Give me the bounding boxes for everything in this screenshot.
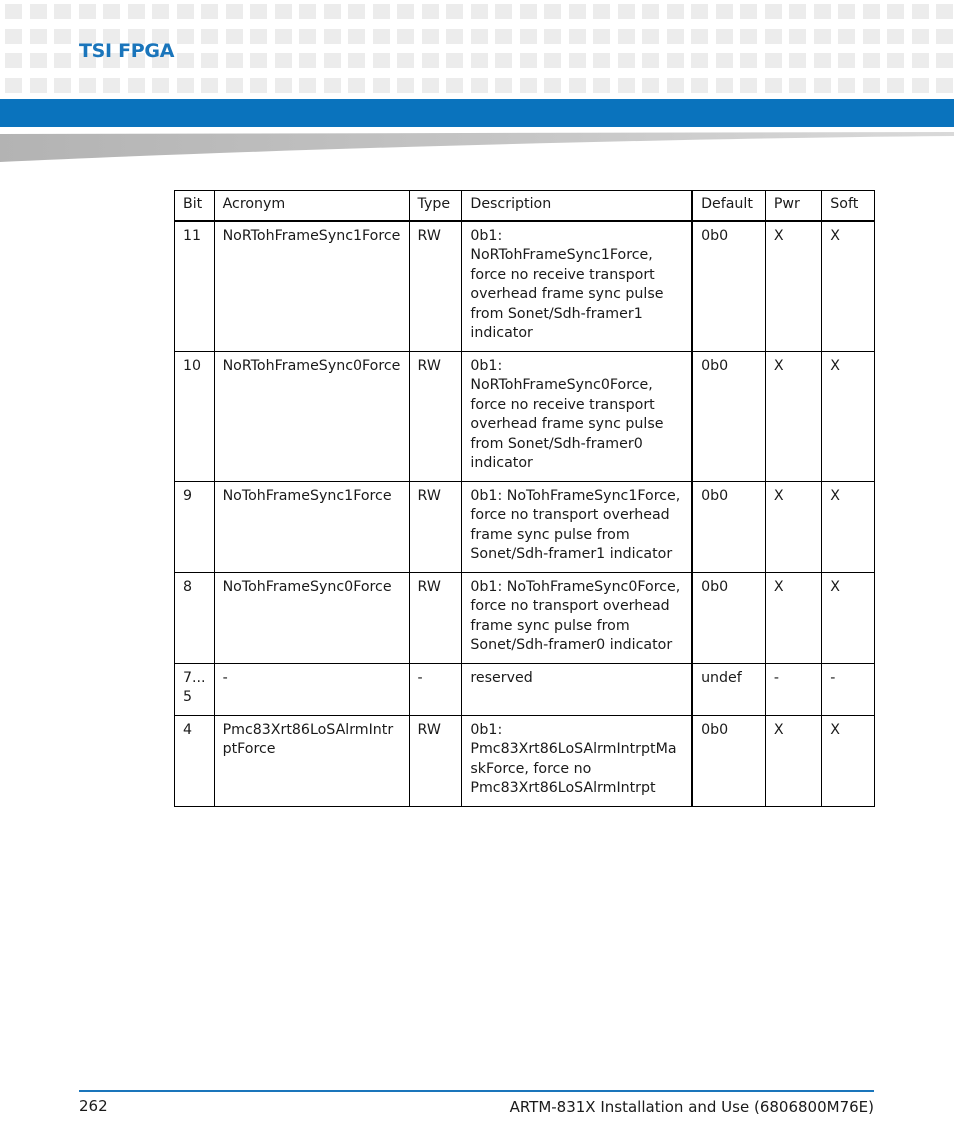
grid-square [912, 29, 929, 44]
grid-square [226, 53, 243, 68]
grid-square [814, 78, 831, 93]
table-header-row [175, 191, 875, 221]
grid-square [593, 78, 610, 93]
grid-square [397, 4, 414, 19]
grid-square [373, 29, 390, 44]
grid-square [667, 4, 684, 19]
cell-pwr: X [765, 572, 821, 663]
grid-square [544, 4, 561, 19]
table-row [175, 351, 875, 481]
table-row [175, 715, 875, 806]
cell-default: undef [692, 663, 765, 715]
grid-square [912, 53, 929, 68]
cell-bit: 8 [175, 572, 215, 663]
header-gray-swoosh [0, 132, 954, 164]
grid-square [397, 53, 414, 68]
grid-square [520, 53, 537, 68]
grid-square [299, 4, 316, 19]
grid-square [324, 29, 341, 44]
grid-square [5, 78, 22, 93]
grid-square [250, 53, 267, 68]
grid-square [716, 78, 733, 93]
grid-square [128, 4, 145, 19]
col-header-pwr: Pwr [765, 191, 821, 221]
col-header-soft: Soft [822, 191, 875, 221]
grid-square [177, 78, 194, 93]
col-header-description: Description [462, 191, 692, 221]
cell-default: 0b0 [692, 351, 765, 481]
grid-square [887, 29, 904, 44]
grid-square [373, 4, 390, 19]
grid-square [324, 53, 341, 68]
col-header-type: Type [409, 191, 462, 221]
grid-square [936, 29, 953, 44]
grid-square [495, 78, 512, 93]
grid-square [348, 29, 365, 44]
cell-soft: - [822, 663, 875, 715]
grid-square [422, 78, 439, 93]
grid-square [177, 4, 194, 19]
grid-square [593, 29, 610, 44]
grid-square [789, 29, 806, 44]
grid-square [348, 4, 365, 19]
grid-square [471, 53, 488, 68]
grid-square [814, 29, 831, 44]
grid-square [324, 4, 341, 19]
grid-square [765, 29, 782, 44]
grid-square [397, 29, 414, 44]
grid-square [471, 4, 488, 19]
cell-bit: 11 [175, 221, 215, 352]
grid-square [863, 78, 880, 93]
grid-square [593, 53, 610, 68]
cell-type: RW [409, 221, 462, 352]
grid-square [471, 78, 488, 93]
grid-square [716, 29, 733, 44]
grid-square [691, 53, 708, 68]
cell-pwr: - [765, 663, 821, 715]
table-row [175, 221, 875, 352]
grid-square [544, 78, 561, 93]
grid-square [863, 53, 880, 68]
grid-square [446, 53, 463, 68]
grid-square [495, 4, 512, 19]
grid-square [520, 4, 537, 19]
grid-square [789, 78, 806, 93]
grid-square [5, 29, 22, 44]
grid-square [226, 29, 243, 44]
grid-square [887, 4, 904, 19]
page-number: 262 [79, 1097, 108, 1115]
grid-square [544, 53, 561, 68]
cell-bit: 9 [175, 481, 215, 572]
grid-square [936, 4, 953, 19]
grid-square [495, 29, 512, 44]
grid-square [54, 78, 71, 93]
grid-square [275, 29, 292, 44]
grid-square [618, 4, 635, 19]
grid-square [691, 78, 708, 93]
grid-square [201, 29, 218, 44]
grid-square [5, 53, 22, 68]
cell-default: 0b0 [692, 221, 765, 352]
grid-square [789, 4, 806, 19]
cell-default: 0b0 [692, 572, 765, 663]
grid-square [814, 4, 831, 19]
grid-square [569, 4, 586, 19]
grid-square [520, 78, 537, 93]
grid-square [740, 53, 757, 68]
grid-square [520, 29, 537, 44]
cell-default: 0b0 [692, 715, 765, 806]
grid-square [79, 78, 96, 93]
grid-square [299, 53, 316, 68]
grid-square [716, 4, 733, 19]
grid-square [30, 78, 47, 93]
grid-square [642, 53, 659, 68]
cell-pwr: X [765, 715, 821, 806]
cell-soft: X [822, 351, 875, 481]
grid-square [691, 4, 708, 19]
col-header-acronym: Acronym [214, 191, 409, 221]
grid-square [593, 4, 610, 19]
grid-square [348, 53, 365, 68]
grid-square [422, 29, 439, 44]
grid-square [373, 53, 390, 68]
grid-square [152, 78, 169, 93]
grid-square [887, 78, 904, 93]
cell-soft: X [822, 221, 875, 352]
grid-square [642, 29, 659, 44]
document-title: ARTM-831X Installation and Use (6806800M76E) [509, 1098, 874, 1116]
grid-square [667, 29, 684, 44]
table-row [175, 572, 875, 663]
grid-square [5, 4, 22, 19]
cell-type: RW [409, 481, 462, 572]
grid-square [765, 53, 782, 68]
grid-square [863, 4, 880, 19]
grid-square [667, 78, 684, 93]
cell-description: 0b1: NoRTohFrameSync1Force, force no receive transport overhead frame sync pulse from Sonet/Sdh-framer1 indicator [462, 221, 692, 352]
grid-square [54, 4, 71, 19]
grid-square [103, 4, 120, 19]
grid-square [30, 4, 47, 19]
grid-square [716, 53, 733, 68]
grid-square [177, 29, 194, 44]
grid-square [275, 53, 292, 68]
grid-square [79, 4, 96, 19]
grid-square [789, 53, 806, 68]
cell-type: RW [409, 572, 462, 663]
grid-square [30, 29, 47, 44]
col-header-bit: Bit [175, 191, 215, 221]
grid-square [152, 4, 169, 19]
cell-pwr: X [765, 351, 821, 481]
grid-square [54, 29, 71, 44]
cell-pwr: X [765, 221, 821, 352]
page-section-title: TSI FPGA [79, 40, 175, 62]
grid-square [740, 78, 757, 93]
cell-acronym: NoTohFrameSync1Force [214, 481, 409, 572]
grid-square [177, 53, 194, 68]
cell-acronym: NoTohFrameSync0Force [214, 572, 409, 663]
grid-square [54, 53, 71, 68]
grid-square [471, 29, 488, 44]
cell-description: 0b1: NoTohFrameSync0Force, force no transport overhead frame sync pulse from Sonet/Sdh-framer0 indicator [462, 572, 692, 663]
cell-acronym: - [214, 663, 409, 715]
grid-square [201, 53, 218, 68]
register-table [174, 190, 875, 807]
grid-square [201, 4, 218, 19]
cell-acronym: NoRTohFrameSync1Force [214, 221, 409, 352]
grid-square [446, 4, 463, 19]
grid-square [128, 78, 145, 93]
grid-square [936, 53, 953, 68]
grid-square [495, 53, 512, 68]
cell-type: - [409, 663, 462, 715]
grid-square [226, 4, 243, 19]
grid-square [275, 4, 292, 19]
grid-square [740, 29, 757, 44]
grid-square [422, 4, 439, 19]
table-row [175, 481, 875, 572]
grid-square [618, 78, 635, 93]
grid-square [422, 53, 439, 68]
grid-square [765, 78, 782, 93]
grid-square [912, 4, 929, 19]
col-header-default: Default [692, 191, 765, 221]
grid-square [275, 78, 292, 93]
cell-acronym: Pmc83Xrt86LoSAlrmIntrptForce [214, 715, 409, 806]
grid-square [250, 78, 267, 93]
cell-default: 0b0 [692, 481, 765, 572]
cell-soft: X [822, 715, 875, 806]
grid-square [201, 78, 218, 93]
grid-square [887, 53, 904, 68]
grid-square [324, 78, 341, 93]
grid-square [642, 4, 659, 19]
grid-square [936, 78, 953, 93]
grid-square [103, 78, 120, 93]
grid-square [397, 78, 414, 93]
cell-type: RW [409, 715, 462, 806]
grid-square [569, 53, 586, 68]
grid-square [814, 53, 831, 68]
grid-square [667, 53, 684, 68]
grid-square [446, 78, 463, 93]
grid-square [838, 53, 855, 68]
cell-bit: 10 [175, 351, 215, 481]
grid-square [299, 78, 316, 93]
cell-acronym: NoRTohFrameSync0Force [214, 351, 409, 481]
cell-bit: 7...5 [175, 663, 215, 715]
grid-square [569, 78, 586, 93]
grid-square [30, 53, 47, 68]
grid-square [299, 29, 316, 44]
cell-type: RW [409, 351, 462, 481]
grid-square [618, 29, 635, 44]
cell-description: 0b1: NoRTohFrameSync0Force, force no receive transport overhead frame sync pulse from Sonet/Sdh-framer0 indicator [462, 351, 692, 481]
cell-description: 0b1: NoTohFrameSync1Force, force no transport overhead frame sync pulse from Sonet/Sdh-framer1 indicator [462, 481, 692, 572]
grid-square [250, 29, 267, 44]
grid-square [912, 78, 929, 93]
grid-square [373, 78, 390, 93]
cell-description: reserved [462, 663, 692, 715]
grid-square [348, 78, 365, 93]
grid-square [838, 29, 855, 44]
header-blue-bar [0, 99, 954, 127]
grid-square [691, 29, 708, 44]
grid-square [642, 78, 659, 93]
cell-pwr: X [765, 481, 821, 572]
table-row [175, 663, 875, 715]
grid-square [765, 4, 782, 19]
cell-soft: X [822, 572, 875, 663]
grid-square [618, 53, 635, 68]
cell-bit: 4 [175, 715, 215, 806]
grid-square [838, 4, 855, 19]
grid-square [740, 4, 757, 19]
grid-square [569, 29, 586, 44]
cell-description: 0b1: Pmc83Xrt86LoSAlrmIntrptMaskForce, force no Pmc83Xrt86LoSAlrmIntrpt [462, 715, 692, 806]
cell-soft: X [822, 481, 875, 572]
grid-square [226, 78, 243, 93]
grid-square [250, 4, 267, 19]
grid-square [446, 29, 463, 44]
grid-square [544, 29, 561, 44]
footer-rule [79, 1090, 874, 1092]
grid-square [838, 78, 855, 93]
grid-square [863, 29, 880, 44]
